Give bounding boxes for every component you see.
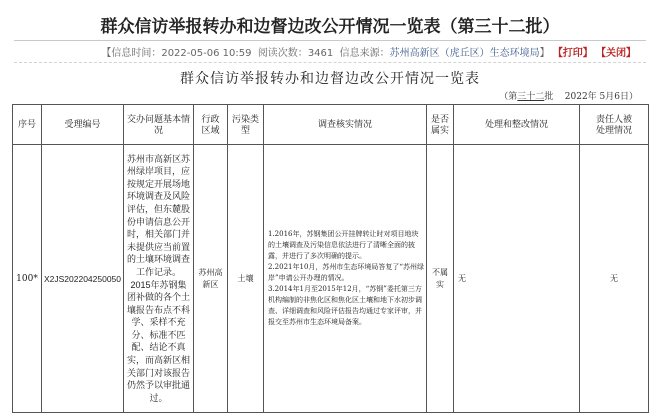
close-button[interactable]: 【关闭】 <box>596 48 636 59</box>
batch-suffix: 批 <box>544 92 554 102</box>
batch-prefix: （第 <box>499 92 518 102</box>
investigation-item: 2.2021年10月，苏州市生态环境局答复了“苏州绿岸”申请公开办理的情况。 <box>268 263 424 282</box>
investigation-list <box>268 229 424 328</box>
row-accountability: 无 <box>610 273 618 283</box>
table-subtitle: 群众信访举报转办和边督边改公开情况一览表 <box>180 71 480 87</box>
views-label: 阅读次数： <box>257 48 308 59</box>
meta-divider <box>14 62 646 63</box>
row-problem: 苏州市高新区苏州绿岸项目，应按规定开展场地环境调查及风险评估，但东麓股份申请信息公开时，相关部门并未提供应当前置的土壤环境调查工作记录。2015年苏钢集团补做的各个土壤报告布点不科学、采样不充分、标准不匹配、结论不真实，而高新区相关部门对该报告仍然予以审批通过。 <box>126 153 190 403</box>
page-title: 群众信访举报转办和边督边改公开情况一览表（第三十二批） <box>100 17 560 37</box>
info-time-label: 【信息时间： <box>101 48 162 59</box>
header-seq: 序号 <box>17 119 36 129</box>
source-label: 信息来源： <box>339 48 390 59</box>
row-region: 苏州高新区 <box>198 267 223 289</box>
table-border-bottom <box>12 412 649 413</box>
info-bar <box>101 44 636 59</box>
row-handling: 无 <box>458 273 466 283</box>
batch-number: 三十二 <box>517 92 545 102</box>
header-pollution: 污染类型 <box>232 113 260 135</box>
info-close: 】 <box>539 48 550 59</box>
row-id: X2JS202204250050 <box>43 273 122 284</box>
investigation-item: 1.2016年，苏钢集团公开挂牌转让时对项目地块的土壤调查及污染信息依法进行了清晰全面的披露，并进行了多次明确的提示。 <box>268 230 419 260</box>
row-verified: 不属实 <box>432 267 448 289</box>
batch-date: 2022年 5月6日） <box>564 92 638 102</box>
header-verified: 是否属实 <box>430 113 449 135</box>
row-seq: 100* <box>16 273 38 284</box>
header-problem: 交办问题基本情况 <box>126 113 190 135</box>
source-link[interactable]: 苏州高新区（虎丘区）生态环境局 <box>389 48 540 59</box>
batch-line <box>499 89 638 102</box>
header-region: 行政区域 <box>201 113 220 135</box>
info-time: 2022-05-06 10:59 <box>161 48 252 59</box>
header-handling: 处理和整改情况 <box>484 119 548 129</box>
views-count: 3461 <box>307 48 334 59</box>
header-accountability: 责任人被处理情况 <box>595 113 632 135</box>
table-border-right <box>648 104 649 413</box>
row-investigation <box>264 145 426 412</box>
header-id: 受理编号 <box>64 119 101 129</box>
header-investigation: 调查核实情况 <box>317 119 372 129</box>
title-divider <box>14 40 646 41</box>
investigation-item: 3.2014年1月至2015年12月，“苏钢”委托第三方机构编制的非焦化区和焦化区土壤和地下水初步调查、详细调查和风险评估报告均通过专家评审，并报交至苏州市生态环境局备案。 <box>268 285 422 326</box>
print-button[interactable]: 【打印】 <box>552 48 593 59</box>
row-pollution: 土壤 <box>237 273 254 283</box>
